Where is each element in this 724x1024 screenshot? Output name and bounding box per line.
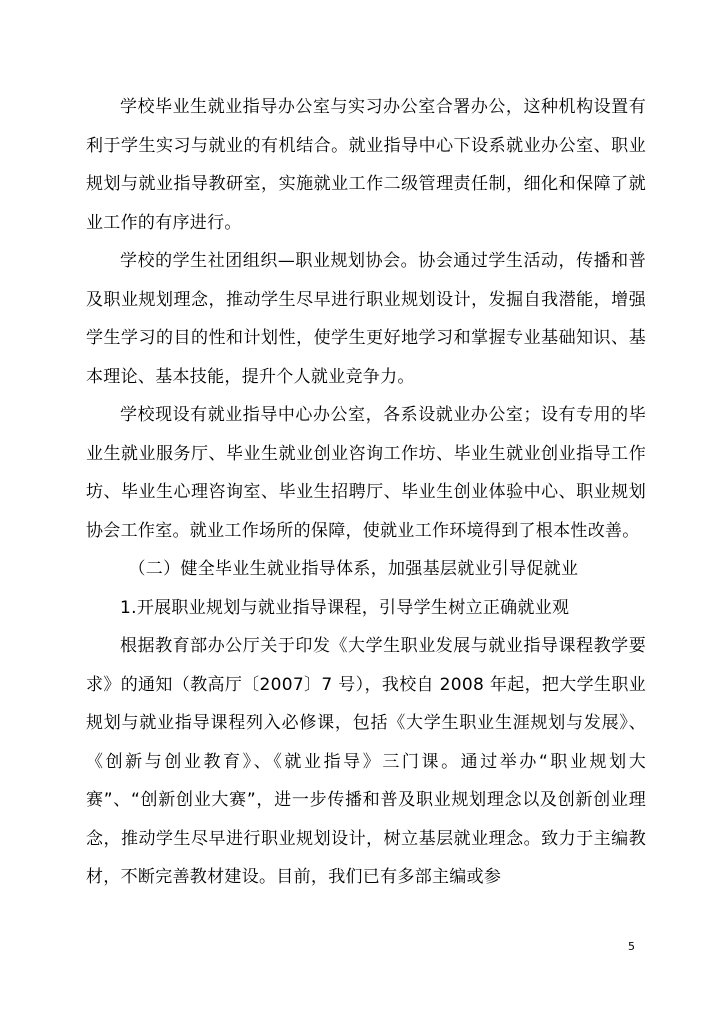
paragraph-courses: 根据教育部办公厅关于印发《大学生职业发展与就业指导课程教学要求》的通知（教高厅〔2007〕7 号），我校自 2008 年起，把大学生职业规划与就业指导课程列入必修课，包括《大学生职业生涯规划与发展》、《创新与创业教育》、《就业指导》三门课。通过举办“职业规划大赛”、“创新创业大赛”，进一步传播和普及职业规划理念以及创新创业理念，推动学生尽早进行职业规划设计，树立基层就业理念。致力于主编教材，不断完善教材建设。目前，我们已有多部主编或参: [86, 636, 646, 887]
section-heading: （二）健全毕业生就业指导体系，加强基层就业引导促就业: [128, 559, 579, 579]
paragraph-career-association: 学校的学生社团组织—职业规划协会。协会通过学生活动，传播和普及职业规划理念，推动学生尽早进行职业规划设计，发掘自我潜能，增强学生学习的目的性和计划性，使学生更好地学习和掌握专业基础知识、基本理论、基本技能，提升个人就业竞争力。: [86, 251, 646, 387]
paragraph-employment-facilities: 学校现设有就业指导中心办公室，各系设就业办公室；设有专用的毕业生就业服务厅、毕业生就业创业咨询工作坊、毕业生就业创业指导工作坊、毕业生心理咨询室、毕业生招聘厅、毕业生创业体验中心、职业规划协会工作室。就业工作场所的保障，使就业工作环境得到了根本性改善。: [86, 405, 646, 541]
page-content: [86, 88, 646, 897]
page-number: 5: [628, 940, 635, 953]
subsection-heading: 1.开展职业规划与就业指导课程，引导学生树立正确就业观: [120, 597, 570, 618]
paragraph-office-merger: 学校毕业生就业指导办公室与实习办公室合署办公，这种机构设置有利于学生实习与就业的有机结合。就业指导中心下设系就业办公室、职业规划与就业指导教研室，实施就业工作二级管理责任制，细化和保障了就业工作的有序进行。: [86, 97, 646, 233]
